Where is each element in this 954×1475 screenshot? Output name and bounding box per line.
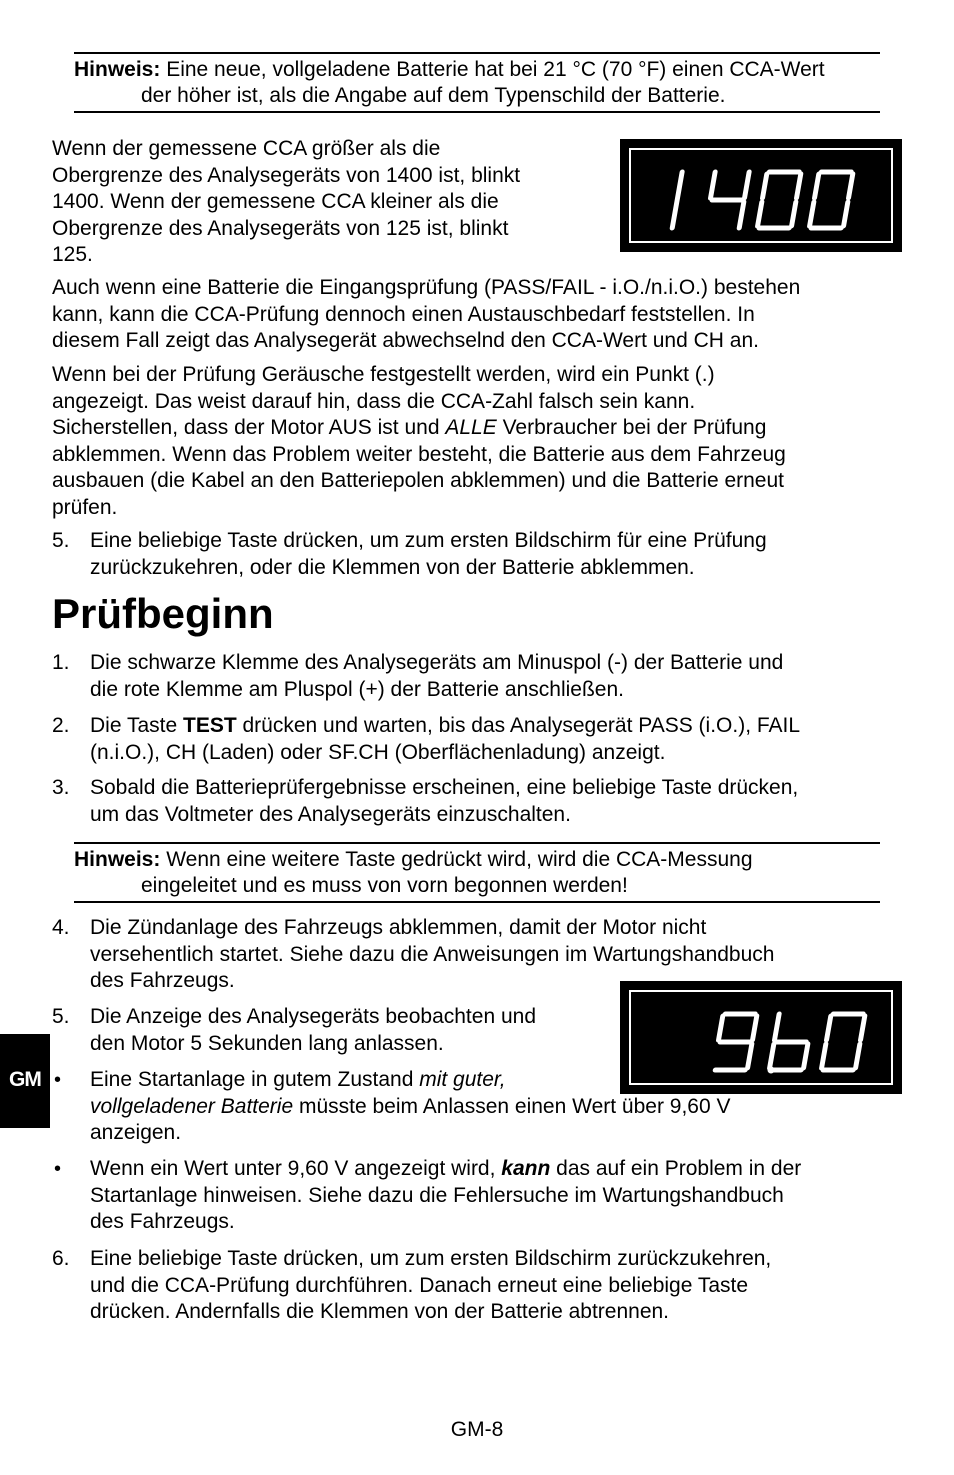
text-span: das auf ein Problem in der [550, 1157, 802, 1180]
text-line: Auch wenn eine Batterie die Eingangsprüfung (PASS/FAIL - i.O./n.i.O.) bestehen [52, 276, 801, 299]
segment [745, 172, 750, 198]
text-line: Wenn der gemessene CCA größer als die [52, 137, 441, 160]
text-line: (n.i.O.), CH (Laden) oder SF.CH (Oberflächenladung) anzeigt. [90, 740, 666, 764]
page-number: GM-8 [450, 1418, 504, 1441]
segment [672, 172, 682, 228]
seven-segment-digits [631, 150, 889, 239]
segment [827, 1016, 831, 1040]
section-heading: Prüfbeginn [52, 590, 274, 637]
text-line [52, 415, 912, 442]
segment [711, 172, 716, 198]
segment [792, 202, 796, 226]
note-text: Wenn eine weitere Taste gedrückt wird, wird die CCA-Messung [160, 848, 753, 871]
note-line-1 [74, 847, 880, 873]
text-line: um das Voltmeter des Analysegeräts einzuschalten. [90, 802, 571, 826]
text-line: und die CCA-Prüfung durchführen. Danach erneut eine beliebige Taste [90, 1273, 749, 1297]
segment [861, 1016, 865, 1040]
note-line-2: eingeleitet und es muss von vorn begonnen werden! [141, 874, 628, 897]
lcd-frame [629, 148, 893, 243]
step-number: 5. [52, 1005, 70, 1028]
note-line-1 [74, 57, 880, 83]
emphasis-text: ALLE [445, 416, 497, 439]
segment [775, 1014, 780, 1040]
text-line: die rote Klemme am Pluspol (+) der Batterie anschließen. [90, 677, 624, 701]
text-span: drücken und warten, bis das Analysegerät PASS (i.O.), FAIL [236, 714, 801, 737]
segment [748, 1044, 752, 1068]
paragraph-noise [52, 362, 912, 521]
text-span: Wenn ein Wert unter 9,60 V angezeigt wird, [90, 1157, 502, 1180]
text-line [90, 1067, 910, 1094]
text-line: Obergrenze des Analysegeräts von 125 ist, blinkt [52, 216, 509, 240]
step-text [90, 713, 910, 766]
text-line: abklemmen. Wenn das Problem weiter besteht, die Batterie aus dem Fahrzeug [52, 442, 786, 466]
text-line: ausbauen (die Kabel an den Batteriepolen abklemmen) und die Batterie erneut [52, 469, 784, 492]
note-box-2 [74, 842, 880, 903]
text-line: des Fahrzeugs. [90, 969, 235, 992]
text-line [90, 713, 910, 740]
text-line: des Fahrzeugs. [90, 1210, 235, 1233]
text-line: anzeigen. [90, 1121, 182, 1144]
text-line: Die Anzeige des Analysegeräts beobachten und [90, 1005, 536, 1028]
segment [810, 202, 814, 226]
text-line: angezeigt. Das weist darauf hin, dass die CCA-Zahl falsch sein kann. [52, 389, 696, 413]
text-line: den Motor 5 Sekunden lang anlassen. [90, 1031, 444, 1055]
emphasis-text: kann [501, 1157, 551, 1180]
text-span: Die Taste [90, 714, 183, 737]
segment [758, 202, 762, 226]
text-line: kann, kann die CCA-Prüfung dennoch einen Austauschbedarf feststellen. In [52, 302, 755, 326]
segment [797, 174, 801, 198]
paragraph-pass-fail [52, 275, 912, 355]
bullet-icon: • [54, 1069, 62, 1091]
bullet-text [90, 1156, 920, 1236]
text-line: zurückzukehren, oder die Klemmen von der Batterie abklemmen. [90, 555, 695, 579]
segment [739, 202, 744, 228]
note-box-1 [74, 52, 880, 113]
text-line: Die schwarze Klemme des Analysegeräts am Minuspol (-) der Batterie und [90, 651, 784, 674]
text-line: diesem Fall zeigt das Analysegerät abwechselnd den CCA-Wert und CH an. [52, 329, 759, 352]
text-line: Die Zündanlage des Fahrzeugs abklemmen, damit der Motor nicht [90, 916, 707, 939]
side-tab [0, 1034, 50, 1128]
text-line [90, 1156, 920, 1183]
note-label: Hinweis: [74, 58, 161, 81]
lcd-display-1400 [620, 139, 902, 252]
segment [804, 1044, 808, 1068]
segment [763, 174, 767, 198]
text-span: Eine Startanlage in gutem Zustand [90, 1068, 420, 1091]
segment [770, 1044, 774, 1068]
step-number: 3. [52, 776, 70, 799]
segment [719, 1016, 723, 1040]
step-number: 6. [52, 1247, 70, 1270]
segment [815, 174, 819, 198]
text-line: versehentlich startet. Siehe dazu die Anweisungen im Wartungshandbuch [90, 942, 775, 966]
key-name: TEST [183, 714, 237, 737]
bullet-text [90, 1067, 910, 1147]
text-span: Sicherstellen, dass der Motor AUS ist und [52, 416, 446, 439]
text-line: prüfen. [52, 495, 118, 519]
text-line: Startanlage hinweisen. Siehe dazu die Fehlersuche im Wartungshandbuch [90, 1183, 784, 1207]
segment [849, 174, 853, 198]
emphasis-text: mit guter, [419, 1068, 506, 1091]
step-number: 4. [52, 916, 70, 939]
note-line-2: der höher ist, als die Angabe auf dem Typenschild der Batterie. [141, 84, 726, 107]
step-text [90, 528, 910, 581]
segment [844, 202, 848, 226]
step-text [90, 1004, 630, 1057]
text-line: Eine beliebige Taste drücken, um zum ersten Bildschirm zurückzukehren, [90, 1247, 772, 1270]
text-span: müsste beim Anlassen einen Wert über 9,60 V [293, 1094, 731, 1118]
emphasis-text: vollgeladener Batterie [90, 1094, 294, 1118]
paragraph-cca-limits [52, 136, 612, 269]
text-line: 1400. Wenn der gemessene CCA kleiner als die [52, 190, 499, 213]
step-text [90, 1246, 910, 1326]
text-line [90, 1094, 910, 1121]
text-line: Obergrenze des Analysegeräts von 1400 ist, blinkt [52, 163, 521, 187]
step-number: 1. [52, 651, 70, 674]
note-label: Hinweis: [74, 848, 161, 871]
text-line: Eine beliebige Taste drücken, um zum ersten Bildschirm für eine Prüfung [90, 529, 767, 552]
step-number: 2. [52, 714, 70, 737]
text-line: 125. [52, 243, 93, 266]
text-line: Sobald die Batterieprüfergebnisse erscheinen, eine beliebige Taste drücken, [90, 776, 799, 799]
step-text [90, 650, 910, 703]
bullet-icon: • [54, 1158, 62, 1180]
text-line: drücken. Andernfalls die Klemmen von der Batterie abtrennen. [90, 1300, 670, 1323]
text-line: Wenn bei der Prüfung Geräusche festgestellt werden, wird ein Punkt (.) [52, 363, 715, 386]
step-text [90, 775, 910, 828]
segment [822, 1044, 826, 1068]
side-tab-label: GM [9, 1068, 41, 1091]
step-number: 5. [52, 529, 70, 552]
note-text: Eine neue, vollgeladene Batterie hat bei 21 °C (70 °F) einen CCA-Wert [160, 58, 825, 81]
text-span: Verbraucher bei der Prüfung [496, 416, 767, 439]
segment [856, 1044, 860, 1068]
segment [753, 1016, 757, 1040]
